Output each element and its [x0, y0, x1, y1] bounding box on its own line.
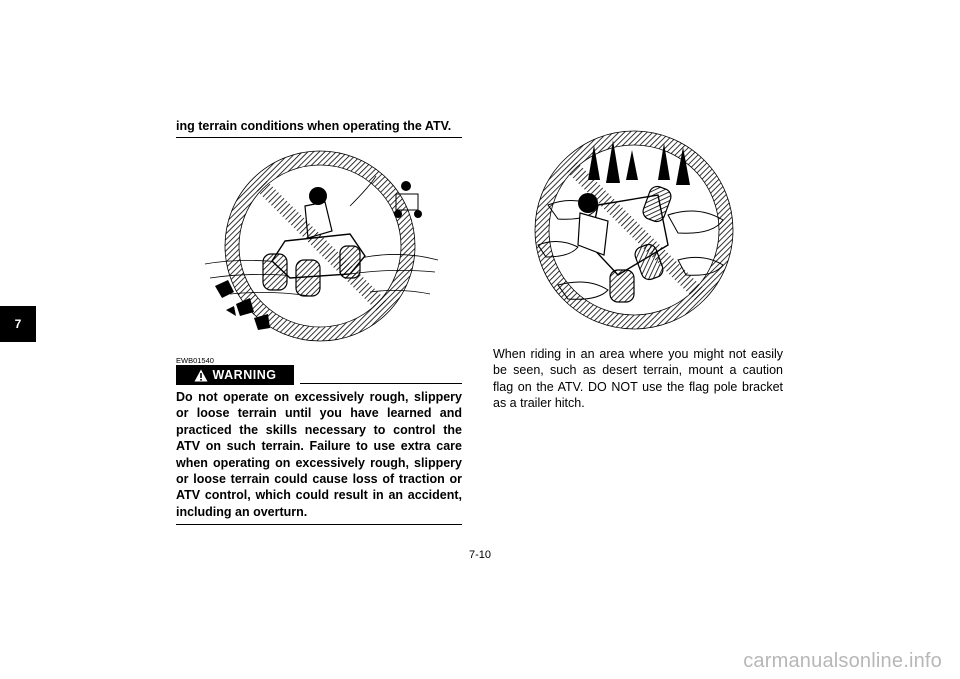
- warning-triangle-icon: [194, 369, 208, 382]
- slippery-terrain-prohibited-illustration: [200, 146, 440, 346]
- watermark: carmanualsonline.info: [743, 650, 942, 672]
- warning-rule: [300, 383, 462, 384]
- warning-code: EWB01540: [176, 356, 214, 365]
- warning-header: [176, 365, 462, 385]
- warning-badge: [176, 365, 294, 385]
- caution-flag-paragraph: When riding in an area where you might not easily be seen, such as desert terrain, mount a caution flag on the ATV. DO NOT use the flag pole bracket as a trailer hitch.: [493, 347, 783, 411]
- page-number: 7-10: [468, 549, 492, 561]
- warning-label: WARNING: [212, 368, 277, 382]
- warning-text: Do not operate on excessively rough, slippery or loose terrain until you have learned and practiced the skills necessary to control the ATV on such terrain. Failure to use extra care when operating on excessively rough, slippery or loose terrain could cause loss of traction or ATV control, which could result in an accident, including an overturn.: [176, 389, 462, 525]
- chapter-tab: 7: [0, 306, 36, 342]
- left-column: [176, 118, 462, 138]
- section-heading-continuation: ing terrain conditions when operating the ATV.: [176, 118, 462, 138]
- rough-terrain-prohibited-illustration: [518, 125, 750, 335]
